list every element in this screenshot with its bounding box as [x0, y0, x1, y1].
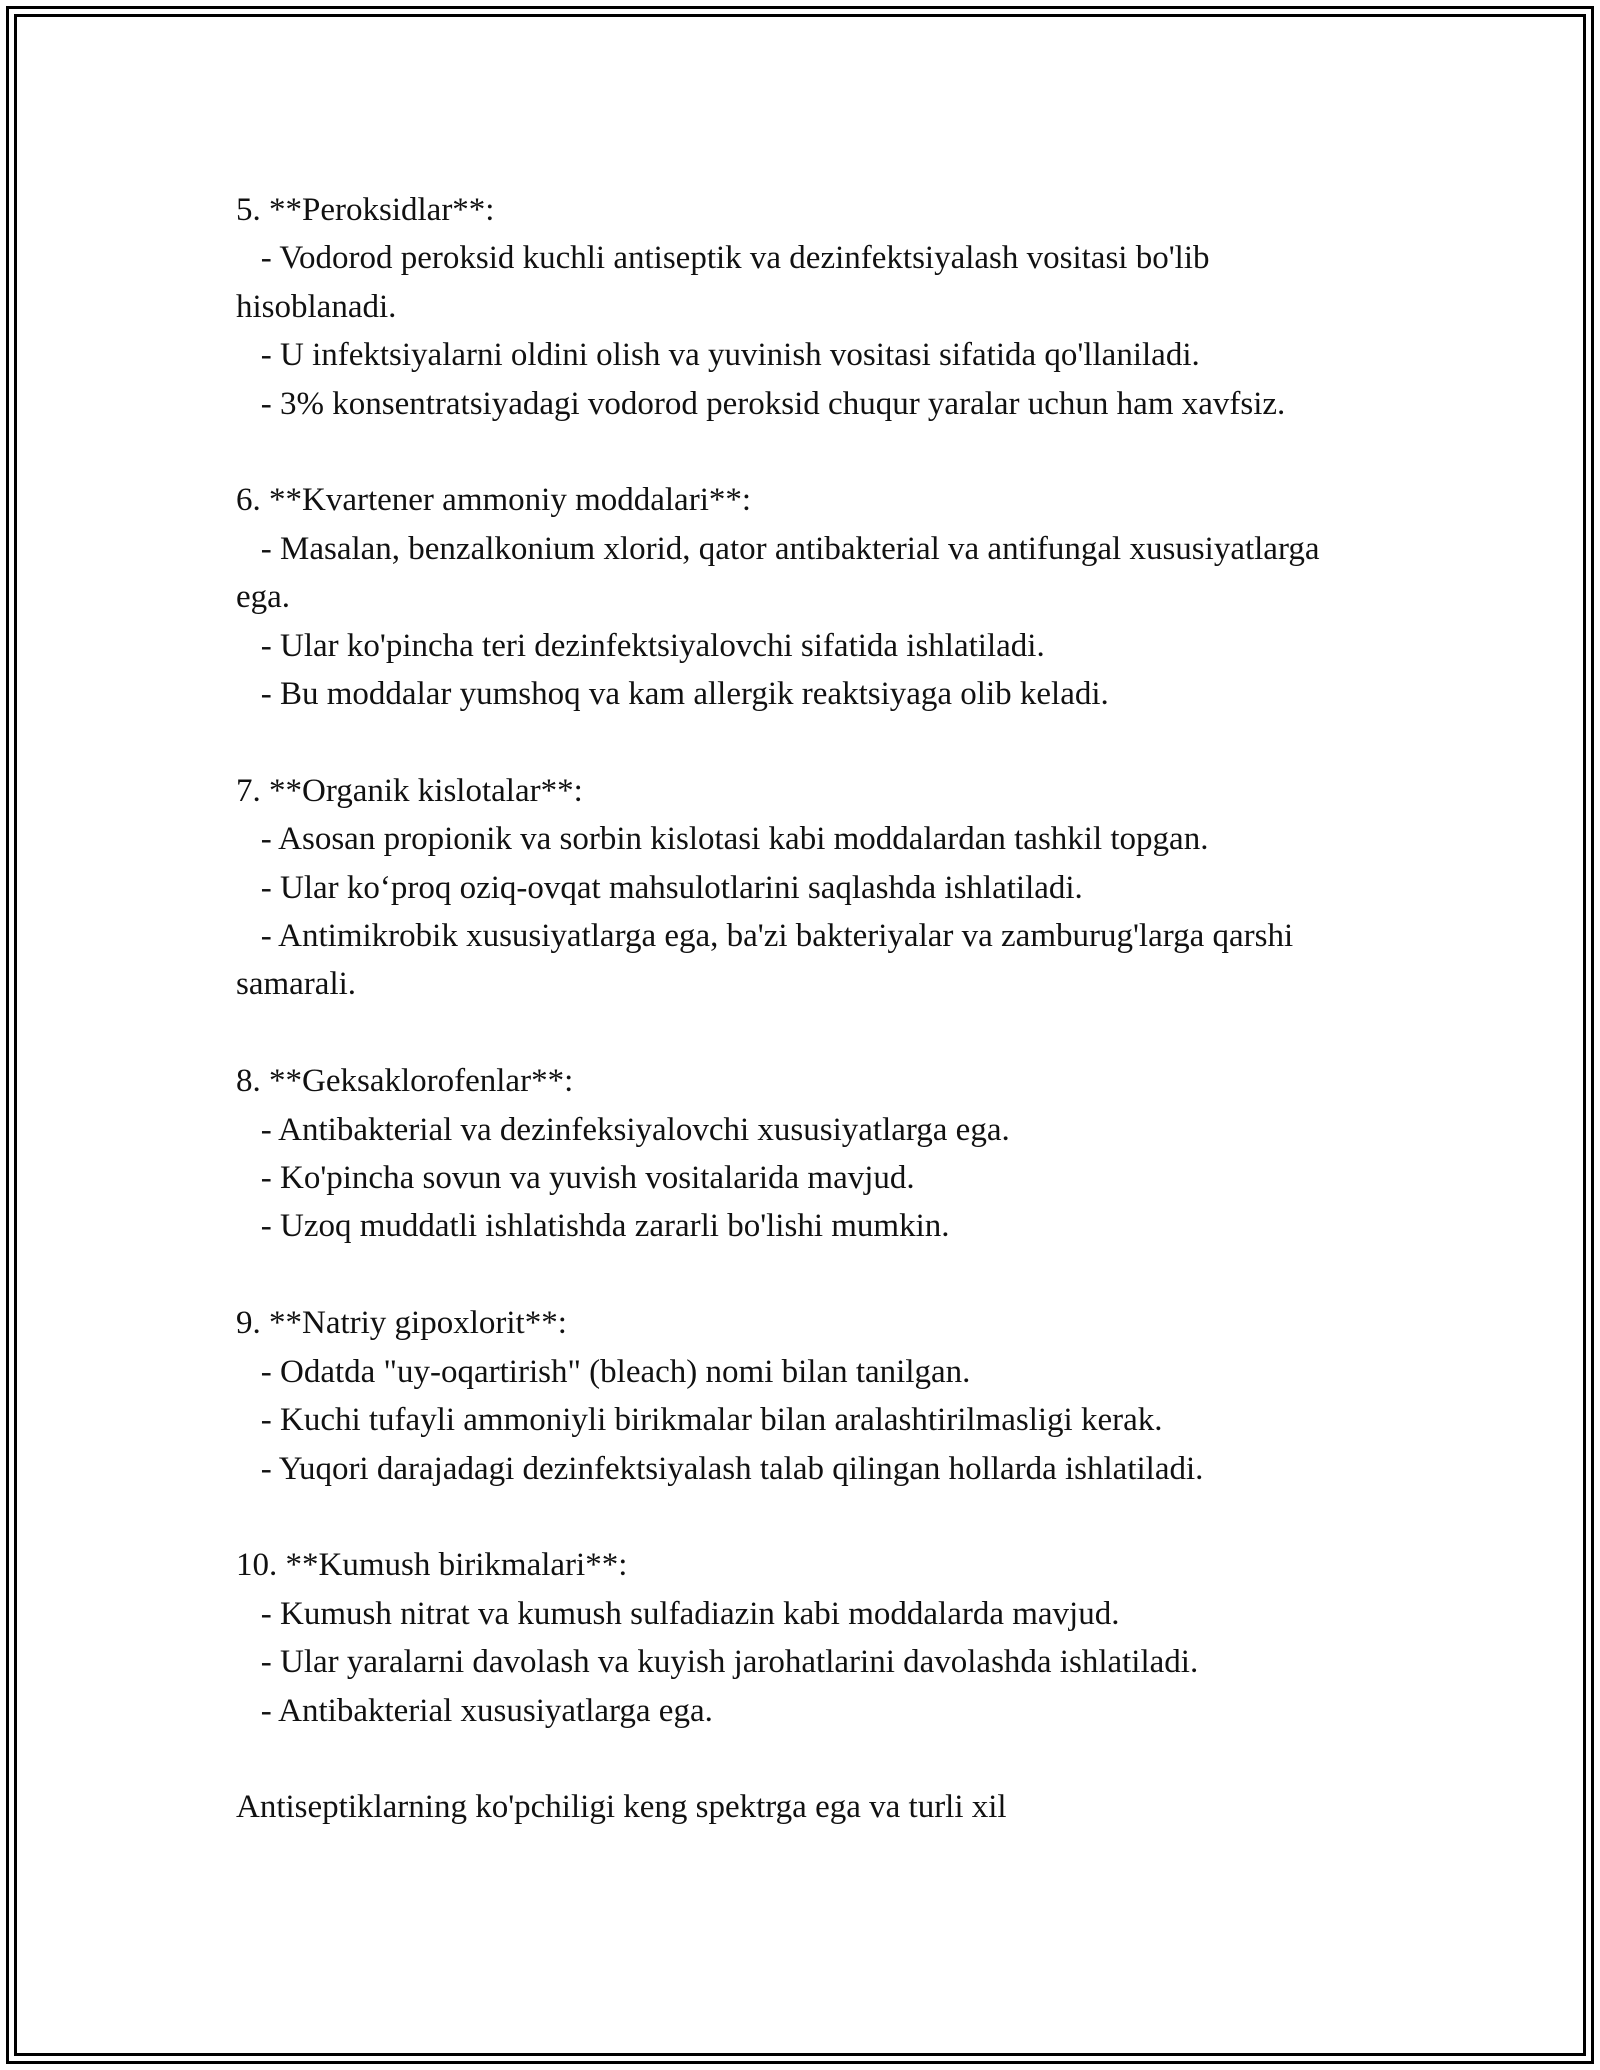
section-heading: 7. **Organik kislotalar**: [236, 772, 583, 809]
section-natriy-gipoxlorit [236, 1299, 1356, 1493]
section-peroksidlar [236, 186, 1356, 428]
list-item: - Uzoq muddatli ishlatishda zararli bo'lishi mumkin. [236, 1208, 950, 1245]
section-geksaklorofenlar [236, 1057, 1356, 1251]
list-item: - Yuqori darajadagi dezinfektsiyalash talab qilingan hollarda ishlatiladi. [236, 1450, 1204, 1487]
list-item: - 3% konsentratsiyadagi vodorod peroksid chuqur yaralar uchun ham xavfsiz. [236, 385, 1286, 422]
section-heading: 8. **Geksaklorofenlar**: [236, 1063, 574, 1100]
list-item: - Kumush nitrat va kumush sulfadiazin kabi moddalarda mavjud. [236, 1595, 1120, 1632]
list-item: - Ular yaralarni davolash va kuyish jarohatlarini davolashda ishlatiladi. [236, 1644, 1199, 1681]
section-heading: 5. **Peroksidlar**: [236, 192, 495, 228]
list-item: - Masalan, benzalkonium xlorid, qator antibakterial va antifungal xususiyatlarga ega. [236, 530, 1328, 616]
section-kvartener-ammoniy [236, 476, 1356, 718]
section-heading: 10. **Kumush birikmalari**: [236, 1547, 628, 1584]
section-organik-kislotalar [236, 767, 1356, 1009]
section-heading: 9. **Natriy gipoxlorit**: [236, 1305, 567, 1342]
list-item: - Antibakterial va dezinfeksiyalovchi xususiyatlarga ega. [236, 1111, 1010, 1148]
list-item: - Bu moddalar yumshoq va kam allergik reaktsiyaga olib keladi. [236, 676, 1109, 713]
list-item: - Antimikrobik xususiyatlarga ega, ba'zi bakteriyalar va zamburug'larga qarshi samarali. [236, 918, 1302, 1003]
list-item: - U infektsiyalarni oldini olish va yuvinish vositasi sifatida qo'llaniladi. [236, 337, 1200, 374]
list-item: - Ular ko'pincha teri dezinfektsiyalovchi sifatida ishlatiladi. [236, 627, 1045, 664]
list-item: - Vodorod peroksid kuchli antiseptik va dezinfektsiyalash vositasi bo'lib hisoblanadi. [236, 240, 1218, 325]
section-kumush-birikmalari [236, 1541, 1356, 1735]
list-item: - Ko'pincha sovun va yuvish vositalarida mavjud. [236, 1160, 915, 1197]
list-item: - Odatda "uy-oqartirish" (bleach) nomi bilan tanilgan. [236, 1353, 971, 1390]
section-heading: 6. **Kvartener ammoniy moddalari**: [236, 482, 752, 519]
list-item: - Kuchi tufayli ammoniyli birikmalar bilan aralashtirilmasligi kerak. [236, 1402, 1163, 1439]
closing-paragraph: Antiseptiklarning ko'pchiligi keng spektrga ega va turli xil [236, 1789, 1007, 1826]
list-item: - Asosan propionik va sorbin kislotasi kabi moddalardan tashkil topgan. [236, 821, 1209, 858]
list-item: - Ular ko‘proq oziq-ovqat mahsulotlarini saqlashda ishlatiladi. [236, 869, 1083, 906]
list-item: - Antibakterial xususiyatlarga ega. [236, 1692, 713, 1729]
document-body [236, 186, 1356, 1832]
